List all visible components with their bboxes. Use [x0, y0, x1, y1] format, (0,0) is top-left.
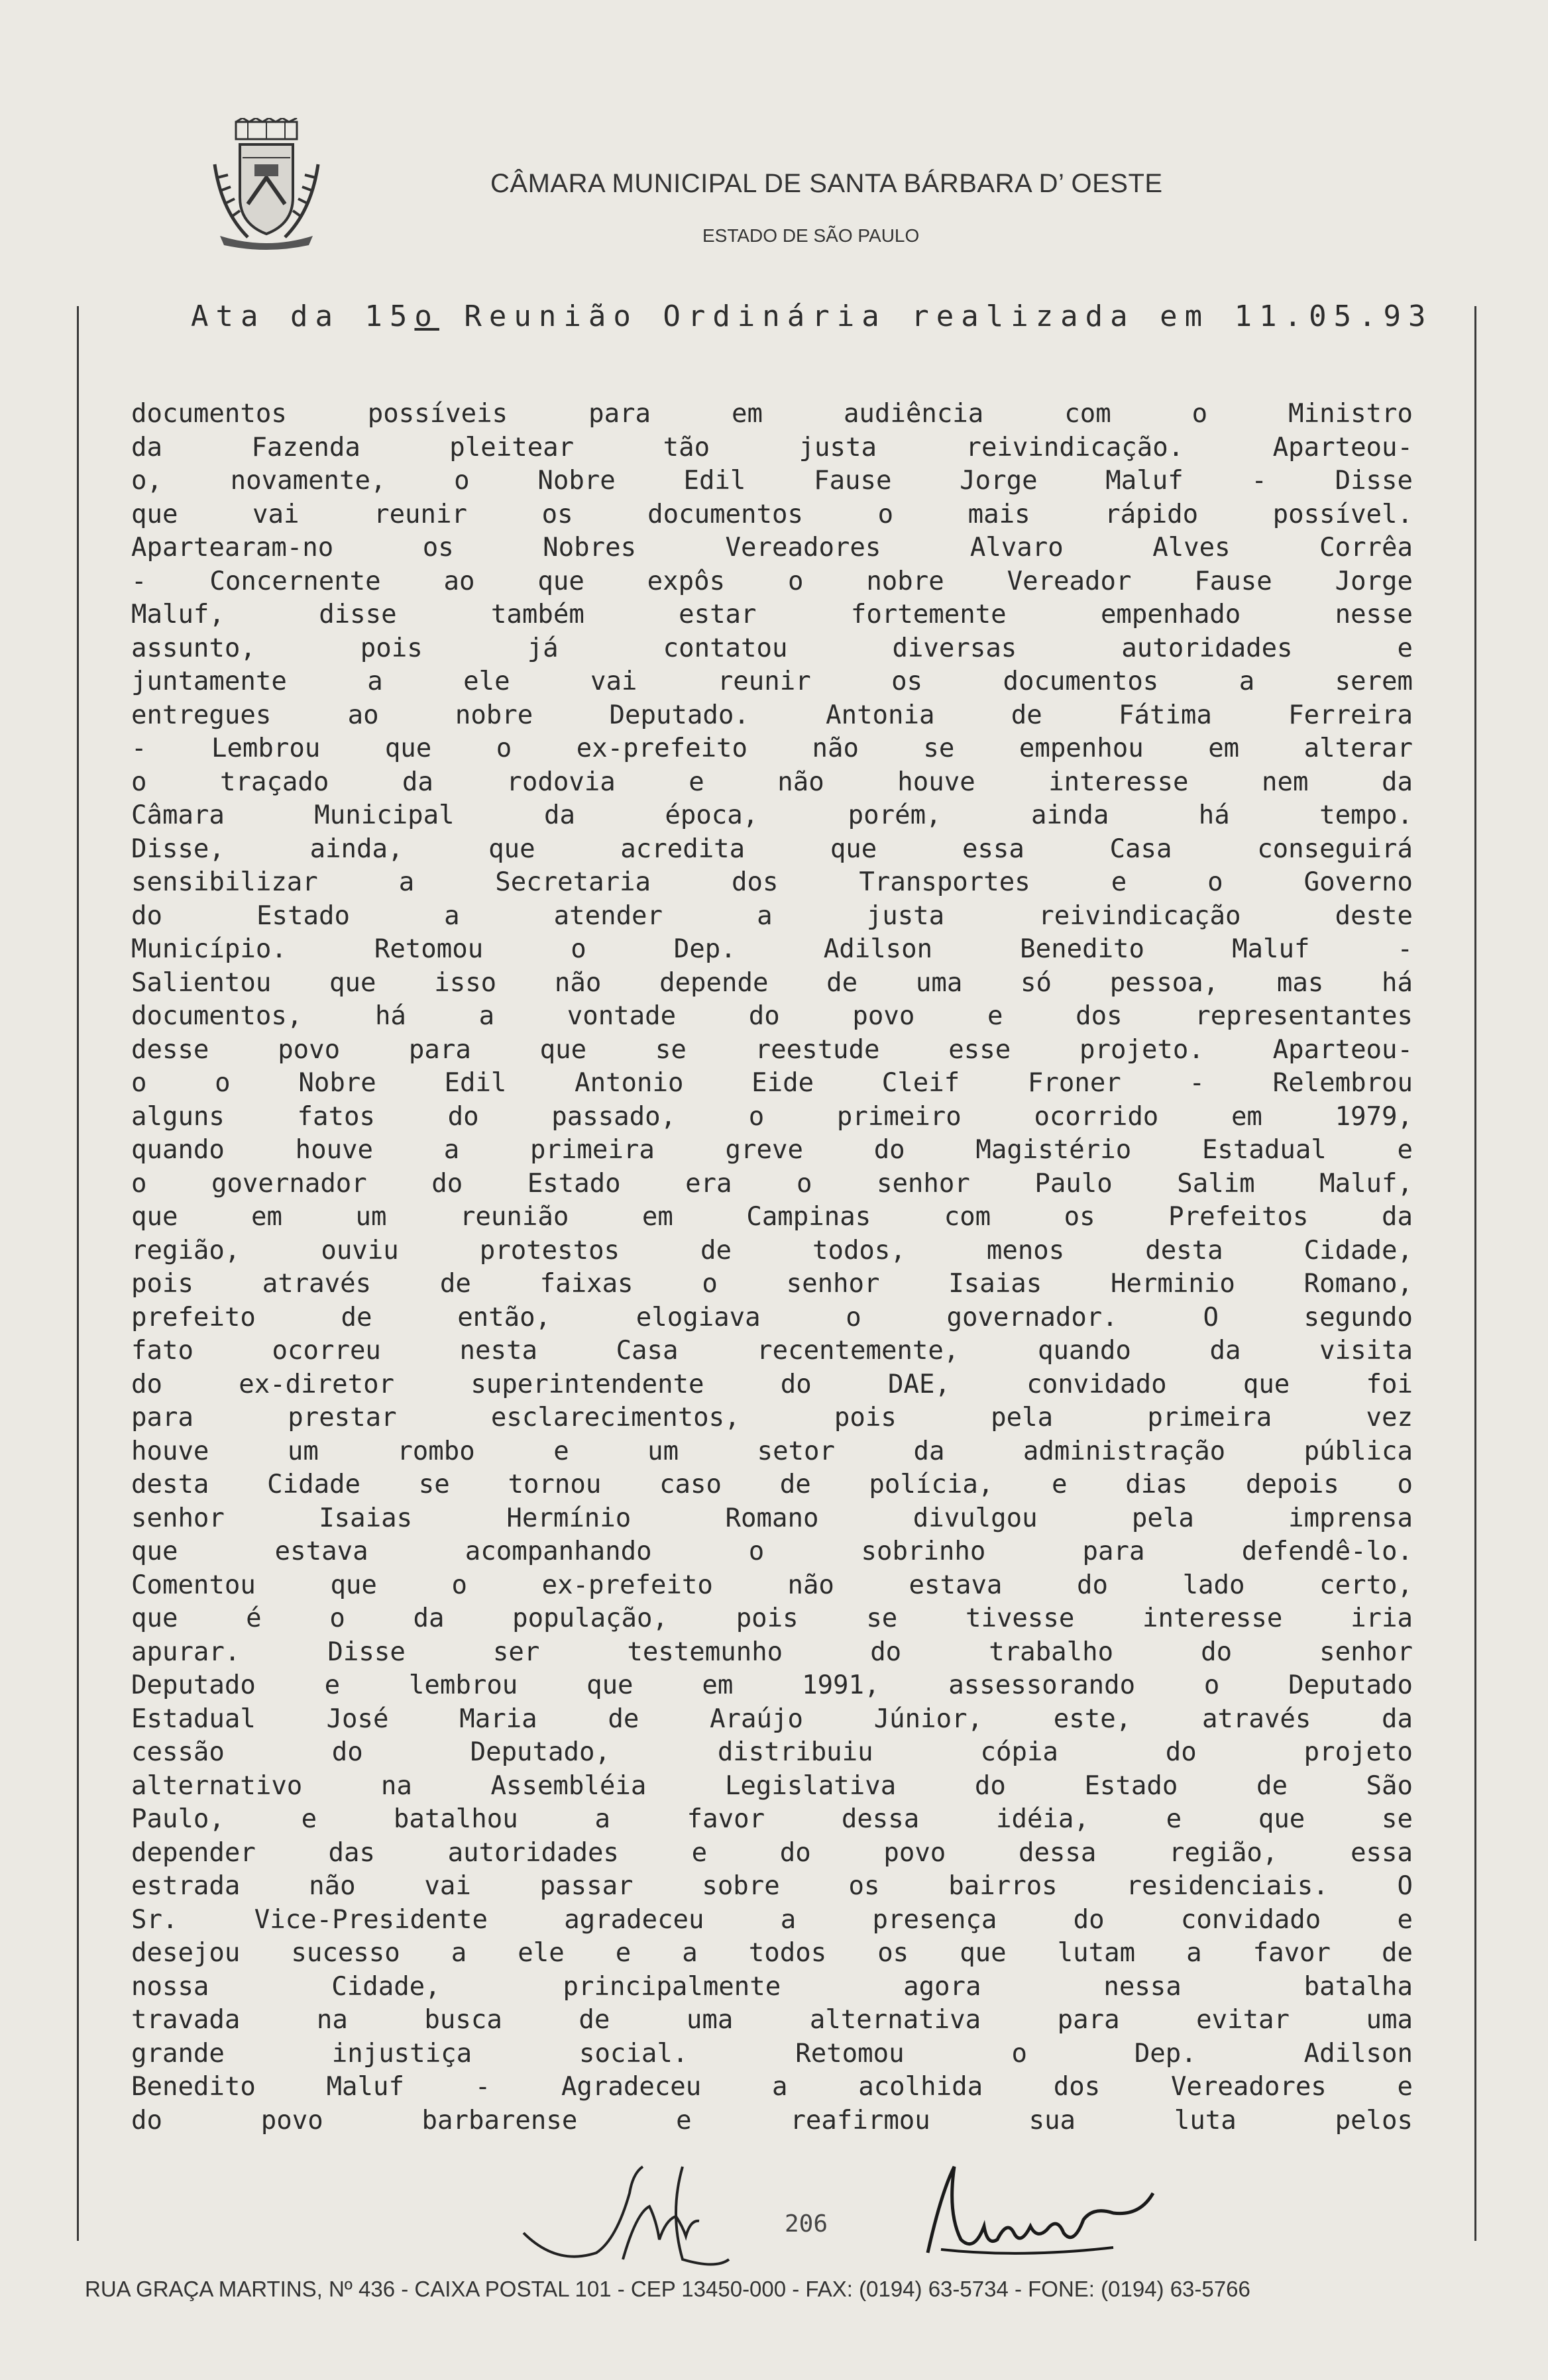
text-line: Benedito Maluf - Agradeceu a acolhida dos Vereadores e — [131, 2072, 1413, 2102]
signature-mark — [914, 2153, 1193, 2266]
text-line: prefeito de então, elogiava o governador. O segundo — [131, 1302, 1413, 1332]
organization-state: ESTADO DE SÃO PAULO — [702, 225, 920, 246]
text-line: houve um rombo e um setor da administração pública — [131, 1436, 1413, 1466]
footer-address: RUA GRAÇA MARTINS, Nº 436 - CAIXA POSTAL 101 - CEP 13450-000 - FAX: (0194) 63-5734 - FONE: (0194) 63-5766 — [85, 2277, 1250, 2301]
text-line: desse povo para que se reestude esse projeto. Aparteou- — [131, 1034, 1413, 1065]
text-line: - Concernente ao que expôs o nobre Vereador Fause Jorge — [131, 566, 1413, 596]
text-line: fato ocorreu nesta Casa recentemente, quando da visita — [131, 1336, 1413, 1366]
text-line: Paulo, e batalhou a favor dessa idéia, e que se — [131, 1804, 1413, 1834]
title-prefix: Ata da 15 — [191, 299, 415, 333]
text-line: da Fazenda pleitear tão justa reivindicação. Aparteou- — [131, 432, 1413, 462]
signature-mark — [517, 2153, 795, 2273]
text-line: o, novamente, o Nobre Edil Fause Jorge Maluf - Disse — [131, 466, 1413, 496]
organization-name: CÂMARA MUNICIPAL DE SANTA BÁRBARA D’ OESTE — [490, 169, 1163, 198]
text-line: estrada não vai passar sobre os bairros residenciais. O — [131, 1871, 1413, 1901]
text-line: para prestar esclarecimentos, pois pela primeira vez — [131, 1403, 1413, 1433]
text-line: Sr. Vice-Presidente agradeceu a presença do convidado e — [131, 1904, 1413, 1935]
text-line: apurar. Disse ser testemunho do trabalho do senhor — [131, 1637, 1413, 1667]
text-line: que é o da população, pois se tivesse interesse iria — [131, 1603, 1413, 1633]
text-line: assunto, pois já contatou diversas autoridades e — [131, 633, 1413, 663]
text-line: Salientou que isso não depende de uma só pessoa, mas há — [131, 967, 1413, 998]
text-line: entregues ao nobre Deputado. Antonia de Fátima Ferreira — [131, 700, 1413, 730]
text-line: juntamente a ele vai reunir os documentos a serem — [131, 667, 1413, 696]
text-line: que em um reunião em Campinas com os Prefeitos da — [131, 1202, 1413, 1232]
text-line: senhor Isaias Hermínio Romano divulgou pela imprensa — [131, 1503, 1413, 1533]
text-line: que vai reunir os documentos o mais rápido possível. — [131, 499, 1413, 529]
text-line: que estava acompanhando o sobrinho para defendê-lo. — [131, 1537, 1413, 1566]
text-line: Comentou que o ex-prefeito não estava do lado certo, — [131, 1570, 1413, 1600]
text-line: Câmara Municipal da época, porém, ainda há tempo. — [131, 800, 1413, 830]
text-line: cessão do Deputado, distribuiu cópia do projeto — [131, 1737, 1413, 1767]
text-line: grande injustiça social. Retomou o Dep. Adilson — [131, 2038, 1413, 2069]
text-line: desejou sucesso a ele e a todos os que lutam a favor de — [131, 1938, 1413, 1968]
text-line: Estadual José Maria de Araújo Júnior, este, através da — [131, 1704, 1413, 1734]
text-line: o o Nobre Edil Antonio Eide Cleif Froner - Relembrou — [131, 1068, 1413, 1098]
municipal-coat-of-arms-icon — [208, 118, 325, 250]
text-line: pois através de faixas o senhor Isaias Herminio Romano, — [131, 1269, 1413, 1299]
text-line: Município. Retomou o Dep. Adilson Benedito Maluf - — [131, 934, 1413, 964]
text-line: travada na busca de uma alternativa para evitar uma — [131, 2005, 1413, 2035]
left-margin-rule — [77, 306, 79, 2241]
text-line: alternativo na Assembléia Legislativa do Estado de São — [131, 1770, 1413, 1801]
text-line: desta Cidade se tornou caso de polícia, e dias depois o — [131, 1470, 1413, 1499]
text-line: do povo barbarense e reafirmou sua luta pelos — [131, 2105, 1413, 2136]
text-line: documentos possíveis para em audiência com o Ministro — [131, 399, 1413, 429]
title-suffix: Reunião Ordinária realizada em 11.05.93 — [439, 299, 1433, 333]
text-line: alguns fatos do passado, o primeiro ocorrido em 1979, — [131, 1101, 1413, 1132]
text-line: Maluf, disse também estar fortemente empenhado nesse — [131, 600, 1413, 629]
text-line: Apartearam-no os Nobres Vereadores Alvaro Alves Corrêa — [131, 533, 1413, 563]
text-line: - Lembrou que o ex-prefeito não se empenhou em alterar — [131, 733, 1413, 763]
text-line: documentos, há a vontade do povo e dos representantes — [131, 1001, 1413, 1031]
text-line: sensibilizar a Secretaria dos Transportes e o Governo — [131, 867, 1413, 897]
minutes-title — [191, 299, 1433, 333]
text-line: Deputado e lembrou que em 1991, assessorando o Deputado — [131, 1670, 1413, 1700]
text-line: o governador do Estado era o senhor Paulo Salim Maluf, — [131, 1168, 1413, 1199]
text-line: do ex-diretor superintendente do DAE, convidado que foi — [131, 1369, 1413, 1399]
text-line: região, ouviu protestos de todos, menos desta Cidade, — [131, 1235, 1413, 1266]
text-line: Disse, ainda, que acredita que essa Casa conseguirá — [131, 834, 1413, 864]
text-line: nossa Cidade, principalmente agora nessa batalha — [131, 1971, 1413, 2002]
text-line: o traçado da rodovia e não houve interesse nem da — [131, 767, 1413, 797]
text-line: quando houve a primeira greve do Magistério Estadual e — [131, 1135, 1413, 1165]
right-margin-rule — [1474, 306, 1476, 2241]
text-line: depender das autoridades e do povo dessa região, essa — [131, 1837, 1413, 1868]
text-line: do Estado a atender a justa reivindicação deste — [131, 900, 1413, 931]
title-ordinal-marker: o — [414, 299, 439, 333]
minutes-body — [131, 398, 1413, 2137]
page-number: 206 — [785, 2210, 828, 2238]
